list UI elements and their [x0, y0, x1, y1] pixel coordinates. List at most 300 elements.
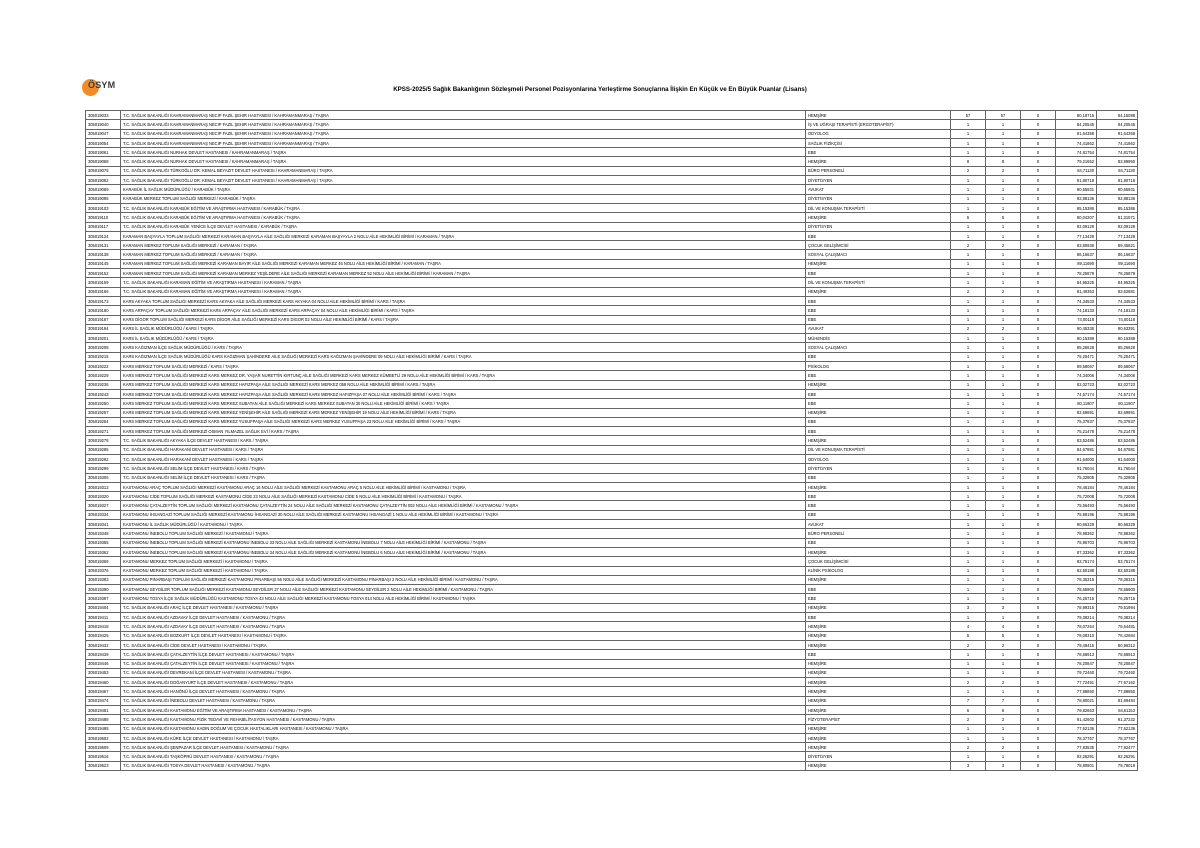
table-row [86, 120, 1138, 129]
table-row [86, 492, 1138, 501]
table-row [86, 427, 1138, 436]
quota-cell: 1 [951, 733, 986, 742]
vacant-cell: 0 [1021, 454, 1056, 463]
max-score-cell: 75,56493 [1097, 501, 1138, 510]
placed-cell: 1 [986, 176, 1021, 185]
position-title-cell: EBE [806, 492, 951, 501]
program-code-cell: 305019208 [86, 343, 121, 352]
table-row [86, 324, 1138, 333]
quota-cell: 1 [951, 724, 986, 733]
program-code-cell: 305019089 [86, 185, 121, 194]
max-score-cell: 83,52486 [1097, 436, 1138, 445]
max-score-cell: 79,38214 [1097, 613, 1138, 622]
table-row [86, 371, 1138, 380]
max-score-cell: 90,66329 [1097, 520, 1138, 529]
table-row [86, 761, 1138, 770]
min-score-cell: 74,34006 [1056, 371, 1097, 380]
min-score-cell: 78,08310 [1056, 631, 1097, 640]
min-score-cell: 74,34533 [1056, 296, 1097, 305]
placed-cell: 1 [986, 473, 1021, 482]
vacant-cell: 0 [1021, 640, 1056, 649]
institution-name-cell: KARAMAN MERKEZ TOPLUM SAĞLIĞI MERKEZİ KARAMAN BAYIR AİLE SAĞLIĞI MERKEZİ KARAMAN MERKEZ 46 NOLU AİLE HEKİMLİĞİ BİRİMİ / KARAMAN / TAŞRA [121, 259, 806, 268]
table-row [86, 343, 1138, 352]
placed-cell: 1 [986, 315, 1021, 324]
quota-cell: 1 [951, 259, 986, 268]
vacant-cell: 0 [1021, 138, 1056, 147]
vacant-cell: 0 [1021, 724, 1056, 733]
position-title-cell: EBE [806, 650, 951, 659]
max-score-cell: 77,92477 [1097, 743, 1138, 752]
position-title-cell: EBE [806, 399, 951, 408]
vacant-cell: 0 [1021, 696, 1056, 705]
vacant-cell: 0 [1021, 743, 1056, 752]
min-score-cell: 80,04207 [1056, 213, 1097, 222]
institution-name-cell: T.C. SAĞLIK BAKANLIĞI KASTAMONU KADIN DOĞUM VE ÇOCUK HASTALIKLARI HASTANESI / KASTAMONU / TAŞRA [121, 724, 806, 733]
placed-cell: 4 [986, 622, 1021, 631]
vacant-cell: 0 [1021, 706, 1056, 715]
position-title-cell: ODYOLOG [806, 129, 951, 138]
position-title-cell: EBE [806, 501, 951, 510]
quota-cell: 2 [951, 287, 986, 296]
placed-cell: 2 [986, 241, 1021, 250]
position-title-cell: HEMŞİRE [806, 287, 951, 296]
position-title-cell: DİL VE KONUŞMA TERAPİSTİ [806, 203, 951, 212]
vacant-cell: 0 [1021, 389, 1056, 398]
position-title-cell: HEMŞİRE [806, 733, 951, 742]
vacant-cell: 0 [1021, 250, 1056, 259]
program-code-cell: 305019292 [86, 454, 121, 463]
min-score-cell: 79,38214 [1056, 613, 1097, 622]
program-code-cell: 305019495 [86, 724, 121, 733]
max-score-cell: 74,18133 [1097, 306, 1138, 315]
quota-cell: 2 [951, 166, 986, 175]
table-row [86, 547, 1138, 556]
min-score-cell: 87,33362 [1056, 547, 1097, 556]
program-code-cell: 305019075 [86, 166, 121, 175]
vacant-cell: 0 [1021, 120, 1056, 129]
institution-name-cell: T.C. SAĞLIK BAKANLIĞI KARABÜK EĞİTİM VE ARAŞTIRMA HASTANESI / KARABÜK / TAŞRA [121, 213, 806, 222]
placed-cell: 1 [986, 501, 1021, 510]
table-row [86, 678, 1138, 687]
vacant-cell: 0 [1021, 613, 1056, 622]
vacant-cell: 0 [1021, 399, 1056, 408]
program-code-cell: 305019250 [86, 399, 121, 408]
quota-cell: 2 [951, 678, 986, 687]
max-score-cell: 84,15088 [1097, 111, 1138, 120]
position-title-cell: SOSYAL ÇALIŞMACI [806, 250, 951, 259]
program-code-cell: 305019320 [86, 492, 121, 501]
position-title-cell: AVUKAT [806, 324, 951, 333]
placed-cell: 1 [986, 185, 1021, 194]
min-score-cell: 78,25879 [1056, 269, 1097, 278]
table-row [86, 594, 1138, 603]
min-score-cell: 91,76044 [1056, 464, 1097, 473]
position-title-cell: EBE [806, 594, 951, 603]
quota-cell: 1 [951, 585, 986, 594]
placed-cell: 1 [986, 492, 1021, 501]
min-score-cell: 75,98196 [1056, 510, 1097, 519]
vacant-cell: 0 [1021, 520, 1056, 529]
placed-cell: 1 [986, 306, 1021, 315]
institution-name-cell: KASTAMONU İL SAĞLIK MÜDÜRLÜĞÜ / KASTAMONU / TAŞRA [121, 520, 806, 529]
institution-name-cell: T.C. SAĞLIK BAKANLIĞI SELİM İLÇE DEVLET HASTANESI / KARS / TAŞRA [121, 473, 806, 482]
vacant-cell: 0 [1021, 296, 1056, 305]
min-score-cell: 92,26291 [1056, 752, 1097, 761]
table-row [86, 613, 1138, 622]
table-row [86, 306, 1138, 315]
placed-cell: 1 [986, 547, 1021, 556]
institution-name-cell: KASTAMONU SEYDİLER TOPLUM SAĞLIĞI MERKEZİ KASTAMONU SEYDİLER 37 NOLU AİLE SAĞLIĞI MERKEZİ KASTAMONU SEYDİLER 2 NOLU AİLE HEKİMLİĞİ BİRİMİ / KASTAMONU / TAŞRA [121, 585, 806, 594]
placed-cell: 1 [986, 538, 1021, 547]
max-score-cell: 86,16637 [1097, 250, 1138, 259]
vacant-cell: 0 [1021, 510, 1056, 519]
vacant-cell: 0 [1021, 501, 1056, 510]
quota-cell: 1 [951, 752, 986, 761]
position-title-cell: HEMŞİRE [806, 380, 951, 389]
institution-name-cell: KARS İL SAĞLIK MÜDÜRLÜĞÜ / KARS / TAŞRA [121, 324, 806, 333]
min-score-cell: 74,41862 [1056, 138, 1097, 147]
position-title-cell: KLİNİK PSİKOLOG [806, 566, 951, 575]
table-row [86, 650, 1138, 659]
table-row [86, 185, 1138, 194]
placed-cell: 1 [986, 278, 1021, 287]
placed-cell: 1 [986, 520, 1021, 529]
quota-cell: 7 [951, 696, 986, 705]
institution-name-cell: KARAMAN MERKEZ TOPLUM SAĞLIĞI MERKEZİ / KARAMAN / TAŞRA [121, 250, 806, 259]
position-title-cell: DİYETİSYEN [806, 176, 951, 185]
vacant-cell: 0 [1021, 380, 1056, 389]
position-title-cell: EBE [806, 417, 951, 426]
quota-cell: 1 [951, 194, 986, 203]
max-score-cell: 78,65900 [1097, 585, 1138, 594]
max-score-cell: 89,58067 [1097, 362, 1138, 371]
vacant-cell: 0 [1021, 334, 1056, 343]
institution-name-cell: KARABÜK İL SAĞLIK MÜDÜRLÜĞÜ / KARABÜK / TAŞRA [121, 185, 806, 194]
vacant-cell: 0 [1021, 185, 1056, 194]
table-row [86, 631, 1138, 640]
placed-cell: 1 [986, 613, 1021, 622]
min-score-cell: 74,81754 [1056, 148, 1097, 157]
quota-cell: 1 [951, 231, 986, 240]
placed-cell: 1 [986, 259, 1021, 268]
min-score-cell: 84,71130 [1056, 166, 1097, 175]
quota-cell: 1 [951, 687, 986, 696]
max-score-cell: 84,71130 [1097, 166, 1138, 175]
institution-name-cell: T.C. SAĞLIK BAKANLIĞI KAHRAMANMARAŞ NECIP FAZIL ŞEHIR HASTANESI / KAHRAMANMARAŞ / TAŞRA [121, 120, 806, 129]
vacant-cell: 0 [1021, 371, 1056, 380]
program-code-cell: 305019334 [86, 510, 121, 519]
vacant-cell: 0 [1021, 278, 1056, 287]
table-row [86, 157, 1138, 166]
max-score-cell: 91,64358 [1097, 129, 1138, 138]
min-score-cell: 78,37767 [1056, 733, 1097, 742]
max-score-cell: 79,78019 [1097, 761, 1138, 770]
vacant-cell: 0 [1021, 678, 1056, 687]
vacant-cell: 0 [1021, 287, 1056, 296]
quota-cell: 1 [951, 306, 986, 315]
vacant-cell: 0 [1021, 241, 1056, 250]
logo-text: ÖSYM [88, 80, 116, 90]
quota-cell: 2 [951, 743, 986, 752]
program-code-cell: 305019341 [86, 520, 121, 529]
program-code-cell: 305019229 [86, 371, 121, 380]
table-row [86, 176, 1138, 185]
max-score-cell: 84,67881 [1097, 445, 1138, 454]
vacant-cell: 0 [1021, 668, 1056, 677]
min-score-cell: 83,80936 [1056, 241, 1097, 250]
program-code-cell: 305019138 [86, 250, 121, 259]
quota-cell: 1 [951, 408, 986, 417]
position-title-cell: EBE [806, 296, 951, 305]
institution-name-cell: T.C. SAĞLIK BAKANLIĞI HARAKANİ DEVLET HASTANESI / KARS / TAŞRA [121, 445, 806, 454]
institution-name-cell: T.C. SAĞLIK BAKANLIĞI KAHRAMANMARAŞ NECIP FAZIL ŞEHIR HASTANESI / KAHRAMANMARAŞ / TAŞRA [121, 129, 806, 138]
position-title-cell: HEMŞİRE [806, 724, 951, 733]
placed-cell: 1 [986, 464, 1021, 473]
placed-cell: 1 [986, 557, 1021, 566]
program-code-cell: 305019348 [86, 529, 121, 538]
vacant-cell: 0 [1021, 622, 1056, 631]
table-row [86, 557, 1138, 566]
program-code-cell: 305019313 [86, 482, 121, 491]
max-score-cell: 75,72008 [1097, 492, 1138, 501]
position-title-cell: DİYETİSYEN [806, 752, 951, 761]
position-title-cell: ODYOLOG [806, 454, 951, 463]
placed-cell: 1 [986, 585, 1021, 594]
institution-name-cell: T.C. SAĞLIK BAKANLIĞI HANÖNÜ İLÇE DEVLET HASTANESI / KASTAMONU / TAŞRA [121, 687, 806, 696]
table-row [86, 231, 1138, 240]
min-score-cell: 84,95325 [1056, 278, 1097, 287]
table-row [86, 696, 1138, 705]
program-code-cell: 305019222 [86, 362, 121, 371]
min-score-cell: 83,75174 [1056, 557, 1097, 566]
min-score-cell: 91,42602 [1056, 715, 1097, 724]
placed-cell: 1 [986, 436, 1021, 445]
table-row [86, 501, 1138, 510]
table-row [86, 603, 1138, 612]
max-score-cell: 92,26291 [1097, 752, 1138, 761]
quota-cell: 4 [951, 622, 986, 631]
max-score-cell: 78,68913 [1097, 650, 1138, 659]
quota-cell: 1 [951, 352, 986, 361]
program-code-cell: 305019236 [86, 380, 121, 389]
max-score-cell: 80,96312 [1097, 640, 1138, 649]
placed-cell: 1 [986, 129, 1021, 138]
position-title-cell: EBE [806, 231, 951, 240]
max-score-cell: 78,36315 [1097, 575, 1138, 584]
table-row [86, 222, 1138, 231]
program-code-cell: 305019166 [86, 287, 121, 296]
program-code-cell: 305019173 [86, 296, 121, 305]
quota-cell: 1 [951, 380, 986, 389]
position-title-cell: ÇOCUK GELİŞİMCİSİ [806, 557, 951, 566]
quota-cell: 1 [951, 343, 986, 352]
quota-cell: 1 [951, 529, 986, 538]
placed-cell: 1 [986, 417, 1021, 426]
quota-cell: 57 [951, 111, 986, 120]
max-score-cell: 83,99950 [1097, 157, 1138, 166]
max-score-cell: 78,64481 [1097, 622, 1138, 631]
table-row [86, 706, 1138, 715]
max-score-cell: 76,25715 [1097, 594, 1138, 603]
table-row [86, 111, 1138, 120]
position-title-cell: HEMŞİRE [806, 743, 951, 752]
position-title-cell: EBE [806, 306, 951, 315]
min-score-cell: 89,58067 [1056, 362, 1097, 371]
placed-cell: 1 [986, 659, 1021, 668]
quota-cell: 1 [951, 547, 986, 556]
position-title-cell: İŞ VE UĞRAŞI TERAPİSTİ (ERGOTERAPİST) [806, 120, 951, 129]
quota-cell: 1 [951, 417, 986, 426]
vacant-cell: 0 [1021, 436, 1056, 445]
institution-name-cell: KARAMAN BAŞYAYLA TOPLUM SAĞLIĞI MERKEZİ KARAMAN BAŞYAYLA AİLE SAĞLIĞI MERKEZİ KARAMAN BAŞYAYLA 2 NOLU AİLE HEKİMLİĞİ BİRİMİ / KARAMAN / TAŞRA [121, 231, 806, 240]
min-score-cell: 79,21652 [1056, 157, 1097, 166]
table-row [86, 362, 1138, 371]
program-code-cell: 305019306 [86, 473, 121, 482]
program-code-cell: 305019278 [86, 436, 121, 445]
institution-name-cell: T.C. SAĞLIK BAKANLIĞI TÜRKOĞLU DR. KEMAL BEYAZIT DEVLET HASTANESI / KAHRAMANMARAŞ / TAŞRA [121, 166, 806, 175]
max-score-cell: 78,46184 [1097, 482, 1138, 491]
max-score-cell: 75,20471 [1097, 352, 1138, 361]
max-score-cell: 85,26628 [1097, 343, 1138, 352]
min-score-cell: 91,64000 [1056, 454, 1097, 463]
program-code-cell: 305019516 [86, 752, 121, 761]
min-score-cell: 78,36315 [1056, 575, 1097, 584]
institution-name-cell: KASTAMONU CİDE TOPLUM SAĞLIĞI MERKEZİ KASTAMONU CİDE 23 NOLU AİLE SAĞLIĞI MERKEZİ KASTAMONU CİDE 5 NOLU AİLE HEKİMLİĞİ BİRİMİ / KASTAMONU / TAŞRA [121, 492, 806, 501]
placed-cell: 1 [986, 334, 1021, 343]
placed-cell: 5 [986, 213, 1021, 222]
position-title-cell: HEMŞİRE [806, 761, 951, 770]
max-score-cell: 74,34533 [1097, 296, 1138, 305]
position-title-cell: BÜRO PERSONELİ [806, 529, 951, 538]
max-score-cell: 92,09128 [1097, 222, 1138, 231]
results-table-body [86, 111, 1138, 771]
institution-name-cell: KASTAMONU ÇATALZEYTİN TOPLUM SAĞLIĞI MERKEZİ KASTAMONU ÇATALZEYTİN 24 NOLU AİLE SAĞLIĞI MERKEZİ KASTAMONU ÇATALZEYTİN 002 NOLU AİLE HEKİMLİĞİ BİRİMİ / KASTAMONU / TAŞRA [121, 501, 806, 510]
max-score-cell: 82,69891 [1097, 408, 1138, 417]
min-score-cell: 76,25715 [1056, 594, 1097, 603]
program-code-cell: 305019103 [86, 203, 121, 212]
program-code-cell: 305019299 [86, 464, 121, 473]
max-score-cell: 75,37837 [1097, 417, 1138, 426]
vacant-cell: 0 [1021, 157, 1056, 166]
position-title-cell: SAĞLIK FİZİKÇİSİ [806, 138, 951, 147]
max-score-cell: 81,69484 [1097, 696, 1138, 705]
min-score-cell: 74,18133 [1056, 306, 1097, 315]
placed-cell: 2 [986, 324, 1021, 333]
program-code-cell: 305019159 [86, 278, 121, 287]
min-score-cell: 78,65900 [1056, 585, 1097, 594]
min-score-cell: 79,72460 [1056, 668, 1097, 677]
table-row [86, 399, 1138, 408]
placed-cell: 1 [986, 482, 1021, 491]
placed-cell: 1 [986, 352, 1021, 361]
program-code-cell: 305019271 [86, 427, 121, 436]
min-score-cell: 75,37837 [1056, 417, 1097, 426]
quota-cell: 1 [951, 269, 986, 278]
min-score-cell: 90,15389 [1056, 334, 1097, 343]
institution-name-cell: T.C. SAĞLIK BAKANLIĞI KARAMAN EĞİTİM VE ARAŞTIRMA HASTANESI / KARAMAN / TAŞRA [121, 278, 806, 287]
institution-name-cell: KARABÜK MERKEZ TOPLUM SAĞLIĞI MERKEZİ / KARABÜK / TAŞRA [121, 194, 806, 203]
program-code-cell: 305019285 [86, 445, 121, 454]
program-code-cell: 305019404 [86, 603, 121, 612]
program-code-cell: 305019243 [86, 389, 121, 398]
program-code-cell: 305019194 [86, 324, 121, 333]
quota-cell: 1 [951, 594, 986, 603]
program-code-cell: 305019117 [86, 222, 121, 231]
quota-cell: 2 [951, 640, 986, 649]
quota-cell: 1 [951, 222, 986, 231]
program-code-cell: 305019152 [86, 269, 121, 278]
vacant-cell: 0 [1021, 343, 1056, 352]
vacant-cell: 0 [1021, 129, 1056, 138]
program-code-cell: 305019362 [86, 547, 121, 556]
vacant-cell: 0 [1021, 575, 1056, 584]
program-code-cell: 305019040 [86, 120, 121, 129]
institution-name-cell: KARS MERKEZ TOPLUM SAĞLIĞI MERKEZİ KARS MERKEZ HAFIZPAŞA AİLE SAĞLIĞI MERKEZİ KARS MERKEZ 058 NOLU AİLE HEKİMLİĞİ BİRİMİ / KARS / TAŞRA [121, 380, 806, 389]
min-score-cell: 77,13429 [1056, 231, 1097, 240]
position-title-cell: HEMŞİRE [806, 213, 951, 222]
placed-cell: 1 [986, 362, 1021, 371]
min-score-cell: 77,88850 [1056, 687, 1097, 696]
placed-cell: 1 [986, 529, 1021, 538]
institution-name-cell: T.C. SAĞLIK BAKANLIĞI ÇATALZEYTİN İLÇE DEVLET HASTANESI / KASTAMONU / TAŞRA [121, 659, 806, 668]
program-code-cell: 305019383 [86, 575, 121, 584]
min-score-cell: 77,62136 [1056, 724, 1097, 733]
position-title-cell: EBE [806, 352, 951, 361]
position-title-cell: HEMŞİRE [806, 259, 951, 268]
program-code-cell: 305019453 [86, 668, 121, 677]
vacant-cell: 0 [1021, 259, 1056, 268]
position-title-cell: HEMŞİRE [806, 482, 951, 491]
position-title-cell: HEMŞİRE [806, 668, 951, 677]
institution-name-cell: KARS ARPAÇAY TOPLUM SAĞLIĞI MERKEZİ KARS ARPAÇAY AİLE SAĞLIĞI MERKEZİ KARS ARPAÇAY 04 NOLU AİLE HEKİMLİĞİ BİRİMİ / KARS / TAŞRA [121, 306, 806, 315]
table-row [86, 510, 1138, 519]
min-score-cell: 92,09128 [1056, 222, 1097, 231]
min-score-cell: 75,20471 [1056, 352, 1097, 361]
min-score-cell: 81,49353 [1056, 287, 1097, 296]
position-title-cell: EBE [806, 148, 951, 157]
table-row [86, 622, 1138, 631]
institution-name-cell: T.C. SAĞLIK BAKANLIĞI İNEBOLU DEVLET HASTANESI / KASTAMONU / TAŞRA [121, 696, 806, 705]
program-code-cell: 305019376 [86, 566, 121, 575]
min-score-cell: 84,20545 [1056, 120, 1097, 129]
placed-cell: 6 [986, 706, 1021, 715]
institution-name-cell: KARS MERKEZ TOPLUM SAĞLIĞI MERKEZİ KARS MERKEZ YENİŞEHİR AİLE SAĞLIĞI MERKEZİ KARS MERKEZ YENİŞEHİR 19 NOLU AİLE HEKİMLİĞİ BİRİMİ / KARS / TAŞRA [121, 408, 806, 417]
institution-name-cell: KASTAMONU İHSANGAZİ TOPLUM SAĞLIĞI MERKEZİ KASTAMONU İHSANGAZİ 30 NOLU AİLE SAĞLIĞI MERKEZİ KASTAMONU İHSANGAZİ 1 NOLU AİLE HEKİMLİĞİ BİRİMİ / KASTAMONU / TAŞRA [121, 510, 806, 519]
quota-cell: 1 [951, 492, 986, 501]
table-row [86, 380, 1138, 389]
program-code-cell: 305019467 [86, 687, 121, 696]
table-row [86, 296, 1138, 305]
institution-name-cell: T.C. SAĞLIK BAKANLIĞI KAHRAMANMARAŞ NECIP FAZIL ŞEHIR HASTANESI / KAHRAMANMARAŞ / TAŞRA [121, 138, 806, 147]
quota-cell: 1 [951, 427, 986, 436]
institution-name-cell: KASTAMONU PINARBAŞI TOPLUM SAĞLIĞI MERKEZİ KASTAMONU PINARBAŞI 56 NOLU AİLE SAĞLIĞI MERKEZİ KASTAMONU PINARBAŞI 2 NOLU AİLE HEKİMLİĞİ BİRİMİ / KASTAMONU / TAŞRA [121, 575, 806, 584]
min-score-cell: 84,67881 [1056, 445, 1097, 454]
table-row [86, 334, 1138, 343]
position-title-cell: EBE [806, 371, 951, 380]
max-score-cell: 82,50188 [1097, 566, 1138, 575]
min-score-cell: 78,98362 [1056, 529, 1097, 538]
min-score-cell: 90,45336 [1056, 324, 1097, 333]
institution-name-cell: T.C. SAĞLIK BAKANLIĞI DOĞANYURT İLÇE DEVLET HASTANESI / KASTAMONU / TAŞRA [121, 678, 806, 687]
table-row [86, 724, 1138, 733]
max-score-cell: 87,33362 [1097, 547, 1138, 556]
placed-cell: 57 [986, 111, 1021, 120]
min-score-cell: 78,07264 [1056, 622, 1097, 631]
institution-name-cell: T.C. SAĞLIK BAKANLIĞI AKYAKA İLÇE DEVLET HASTANESI / KARS / TAŞRA [121, 436, 806, 445]
quota-cell: 1 [951, 129, 986, 138]
position-title-cell: MÜHENDİS [806, 334, 951, 343]
quota-cell: 1 [951, 659, 986, 668]
